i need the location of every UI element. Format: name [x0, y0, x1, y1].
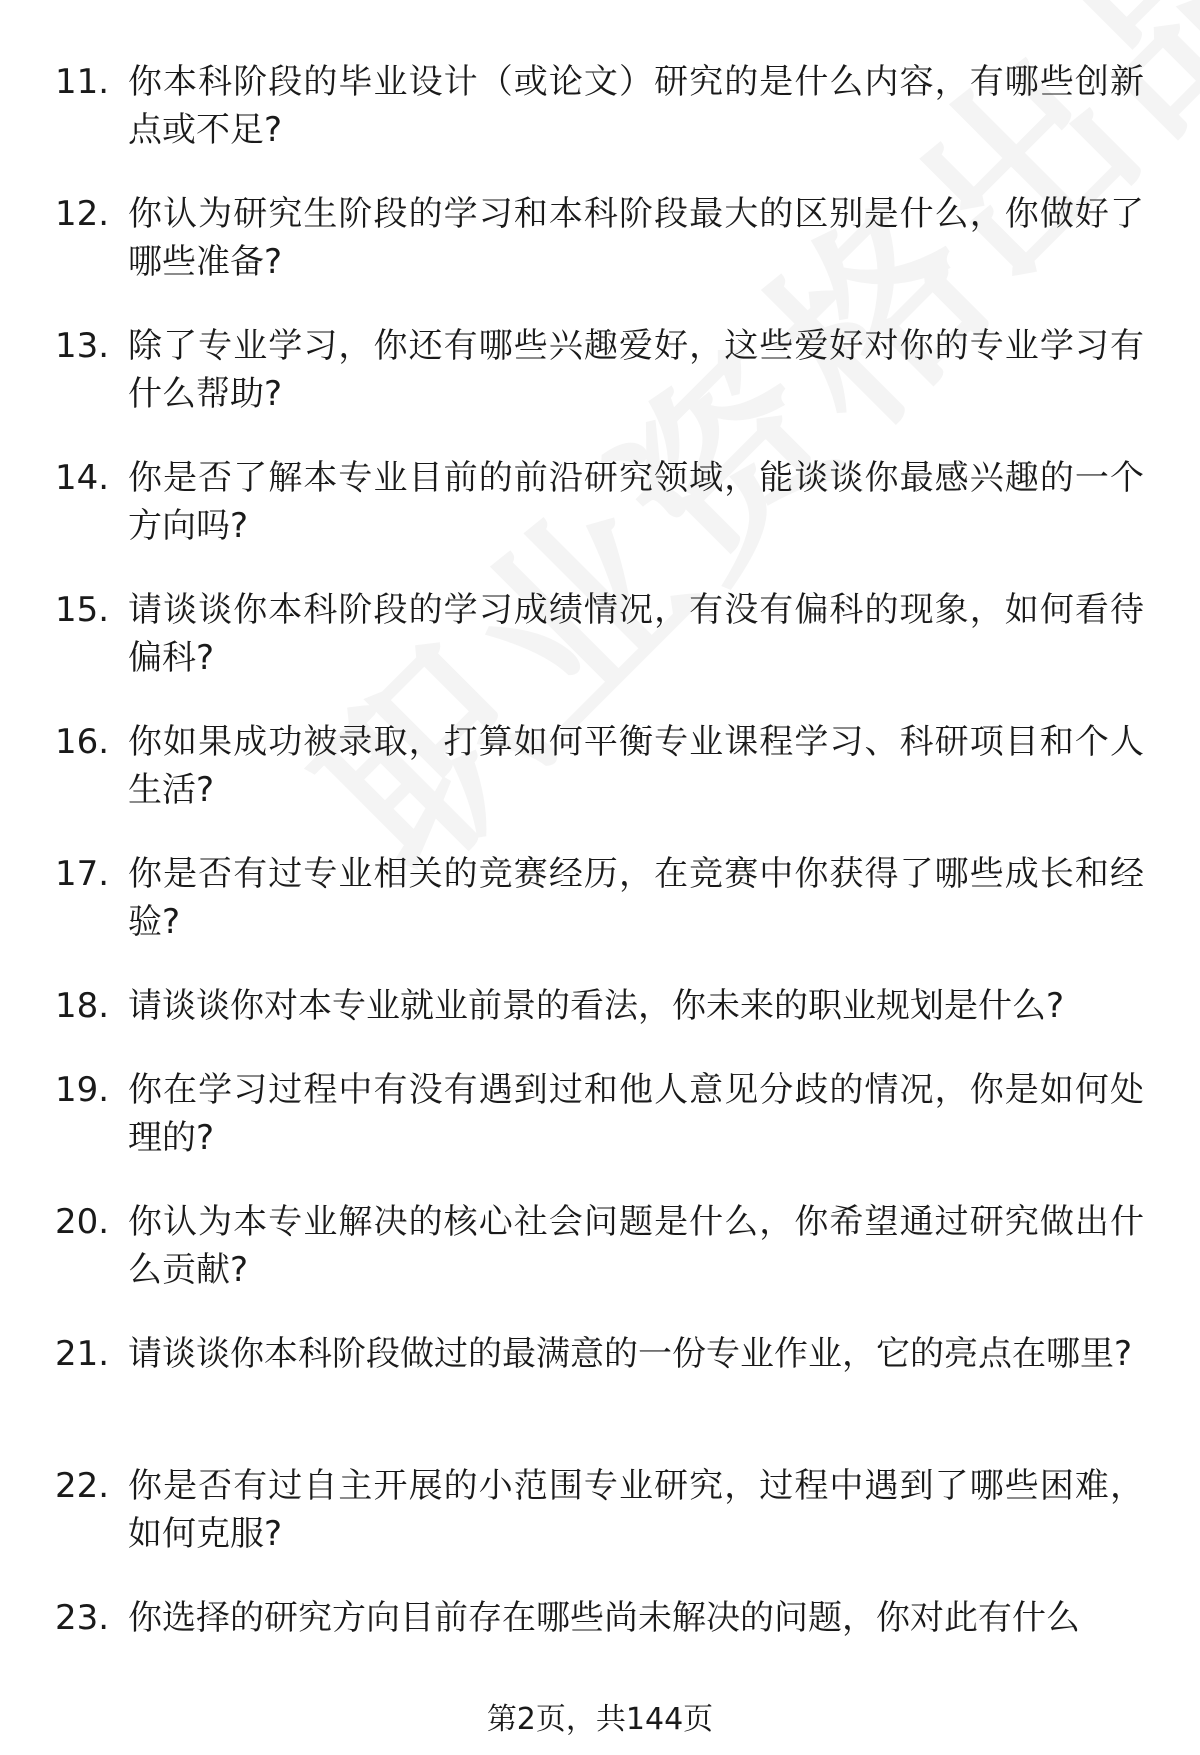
question-number: 18.	[55, 986, 110, 1026]
page-number-footer: 第2页，共144页	[486, 1702, 714, 1737]
question-text: 除了专业学习，你还有哪些兴趣爱好，这些爱好对你的专业学习有什么帮助?	[128, 326, 1144, 414]
question-number: 19.	[55, 1070, 110, 1110]
question-item	[0, 1462, 1200, 1594]
question-number: 22.	[55, 1466, 110, 1506]
question-text: 你是否有过专业相关的竞赛经历，在竞赛中你获得了哪些成长和经验?	[128, 854, 1144, 942]
question-text: 你是否有过自主开展的小范围专业研究，过程中遇到了哪些困难，如何克服?	[128, 1466, 1144, 1554]
question-text: 你选择的研究方向目前存在哪些尚未解决的问题，你对此有什么	[128, 1598, 1080, 1638]
question-item	[0, 1066, 1200, 1198]
question-list	[0, 58, 1200, 1654]
question-number: 16.	[55, 722, 110, 762]
question-item	[0, 1198, 1200, 1330]
question-item	[0, 850, 1200, 982]
question-text: 请谈谈你对本专业就业前景的看法，你未来的职业规划是什么?	[128, 986, 1065, 1026]
question-number: 11.	[55, 62, 110, 102]
question-item	[0, 1330, 1200, 1462]
question-text: 你本科阶段的毕业设计（或论文）研究的是什么内容，有哪些创新点或不足?	[128, 62, 1144, 150]
question-number: 15.	[55, 590, 110, 630]
question-number: 13.	[55, 326, 110, 366]
question-number: 17.	[55, 854, 110, 894]
question-item	[0, 190, 1200, 322]
question-text: 你认为本专业解决的核心社会问题是什么，你希望通过研究做出什么贡献?	[128, 1202, 1144, 1290]
question-item	[0, 454, 1200, 586]
question-number: 20.	[55, 1202, 110, 1242]
question-text: 请谈谈你本科阶段的学习成绩情况，有没有偏科的现象，如何看待偏科?	[128, 590, 1144, 678]
question-item	[0, 586, 1200, 718]
question-item	[0, 718, 1200, 850]
question-number: 23.	[55, 1598, 110, 1638]
question-text: 你在学习过程中有没有遇到过和他人意见分歧的情况，你是如何处理的?	[128, 1070, 1144, 1158]
question-item	[0, 58, 1200, 190]
question-text: 请谈谈你本科阶段做过的最满意的一份专业作业，它的亮点在哪里?	[128, 1334, 1133, 1374]
question-item	[0, 982, 1200, 1066]
question-number: 12.	[55, 194, 110, 234]
question-item	[0, 322, 1200, 454]
question-number: 21.	[55, 1334, 110, 1374]
question-text: 你是否了解本专业目前的前沿研究领域，能谈谈你最感兴趣的一个方向吗?	[128, 458, 1144, 546]
question-item	[0, 1594, 1200, 1654]
question-number: 14.	[55, 458, 110, 498]
question-text: 你认为研究生阶段的学习和本科阶段最大的区别是什么，你做好了哪些准备?	[128, 194, 1144, 282]
question-text: 你如果成功被录取，打算如何平衡专业课程学习、科研项目和个人生活?	[128, 722, 1144, 810]
